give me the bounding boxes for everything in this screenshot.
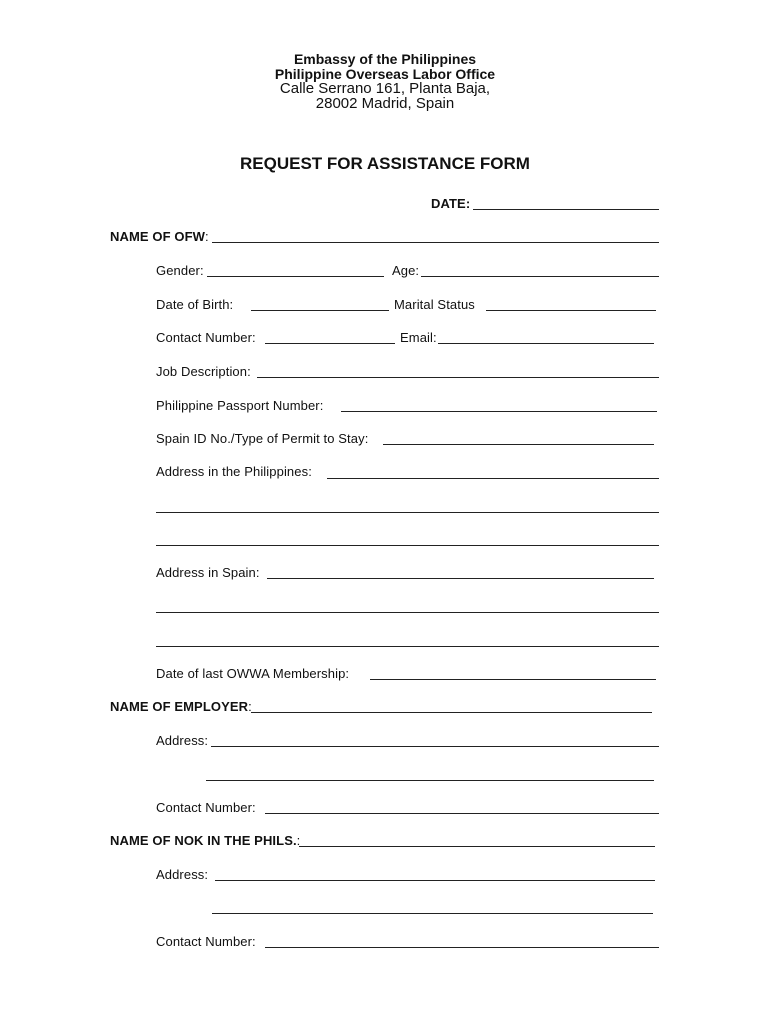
nok-address-label: Address: xyxy=(156,867,209,882)
age-field[interactable] xyxy=(421,276,659,277)
passport-field[interactable] xyxy=(341,411,657,412)
employer-name-label: NAME OF EMPLOYER: xyxy=(110,699,252,714)
owwa-label: Date of last OWWA Membership: xyxy=(156,666,350,681)
address-spain-line-3[interactable] xyxy=(156,646,659,647)
nok-contact-field[interactable] xyxy=(265,947,659,948)
address-ph-field[interactable] xyxy=(327,478,659,479)
employer-name-field[interactable] xyxy=(251,712,652,713)
spain-id-label: Spain ID No./Type of Permit to Stay: xyxy=(156,431,369,446)
email-field[interactable] xyxy=(438,343,654,344)
spain-id-field[interactable] xyxy=(383,444,654,445)
address-spain-line-2[interactable] xyxy=(156,612,659,613)
nok-name-field[interactable] xyxy=(299,846,655,847)
address-ph-line-3[interactable] xyxy=(156,545,659,546)
gender-label: Gender: xyxy=(156,263,204,278)
employer-address-line-2[interactable] xyxy=(206,780,654,781)
owwa-field[interactable] xyxy=(370,679,656,680)
employer-contact-label: Contact Number: xyxy=(156,800,256,815)
job-description-field[interactable] xyxy=(257,377,659,378)
ofw-name-label: NAME OF OFW: xyxy=(110,229,209,244)
age-label: Age: xyxy=(392,263,420,278)
nok-address-field[interactable] xyxy=(215,880,655,881)
employer-address-label: Address: xyxy=(156,733,209,748)
ofw-name-field[interactable] xyxy=(212,242,659,243)
job-description-label: Job Description: xyxy=(156,364,251,379)
nok-name-label: NAME OF NOK IN THE PHILS.: xyxy=(110,833,301,848)
marital-status-label: Marital Status xyxy=(394,297,475,312)
nok-contact-label: Contact Number: xyxy=(156,934,256,949)
passport-label: Philippine Passport Number: xyxy=(156,398,324,413)
email-label: Email: xyxy=(400,330,437,345)
gender-field[interactable] xyxy=(207,276,384,277)
address-ph-label: Address in the Philippines: xyxy=(156,464,312,479)
date-field[interactable] xyxy=(473,209,659,210)
date-label: DATE: xyxy=(431,196,471,211)
office-name: Philippine Overseas Labor Office xyxy=(274,66,496,82)
ofw-contact-label: Contact Number: xyxy=(156,330,256,345)
dob-field[interactable] xyxy=(251,310,389,311)
embassy-name: Embassy of the Philippines xyxy=(293,51,477,67)
form-title: REQUEST FOR ASSISTANCE FORM xyxy=(240,154,530,173)
address-ph-line-2[interactable] xyxy=(156,512,659,513)
address-line-2: 28002 Madrid, Spain xyxy=(315,95,455,112)
nok-address-line-2[interactable] xyxy=(212,913,653,914)
address-line-1: Calle Serrano 161, Planta Baja, xyxy=(279,80,491,97)
employer-address-field[interactable] xyxy=(211,746,659,747)
marital-status-field[interactable] xyxy=(486,310,656,311)
dob-label: Date of Birth: xyxy=(156,297,234,312)
ofw-contact-field[interactable] xyxy=(265,343,395,344)
address-spain-field[interactable] xyxy=(267,578,654,579)
employer-contact-field[interactable] xyxy=(265,813,659,814)
address-spain-label: Address in Spain: xyxy=(156,565,260,580)
